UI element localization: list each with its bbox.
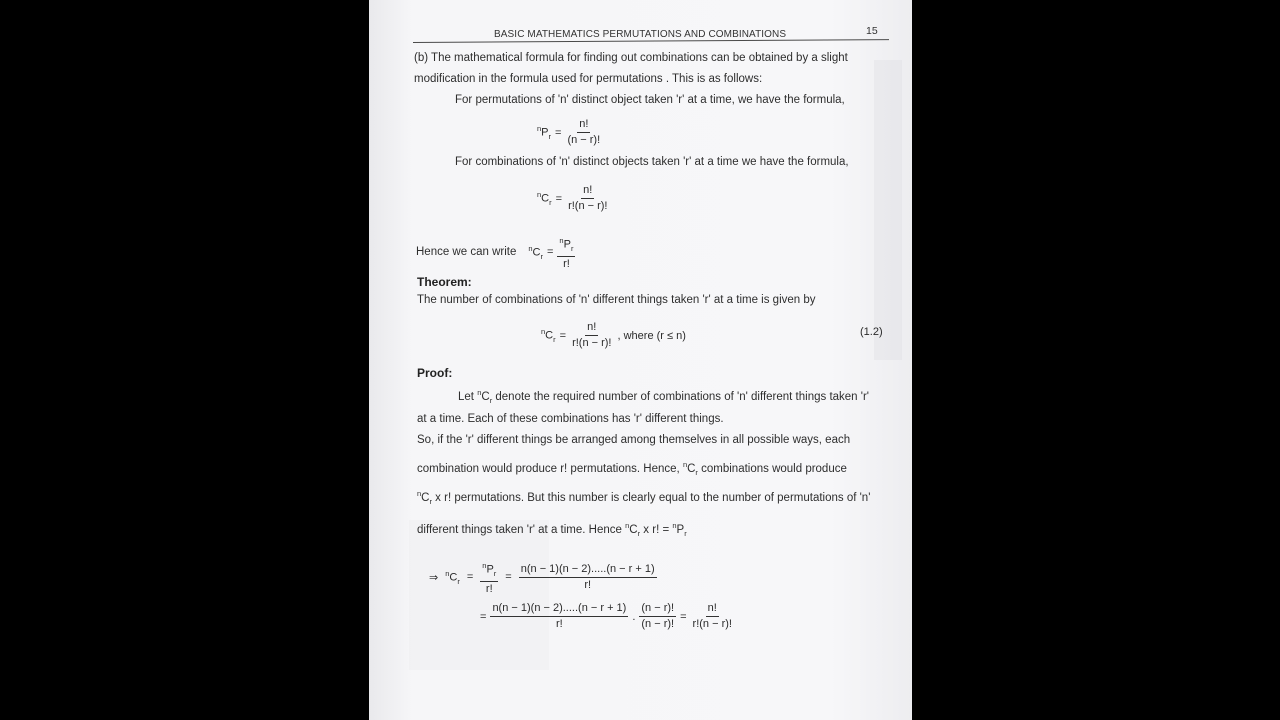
equals-sign: = [559, 329, 567, 342]
para-b-line1: (b) The mathematical formula for finding out combinations can be obtained by a slight [414, 52, 848, 64]
hence-write [416, 234, 575, 271]
derivation-frac-product2: $\frac{n(n - 1)(n - 2).....(n - r + 1)}{r!}$ [492, 602, 627, 630]
equals-sign: = [546, 246, 554, 259]
header-rule [413, 39, 889, 43]
proof-line1: Let $^nC_r$ denote the required number of combinations of 'n' different things taken 'r' [458, 388, 869, 406]
page-number: 15 [866, 25, 878, 37]
equals-sign: = [680, 610, 687, 623]
comb-formula-fraction: $\frac{n!}{r!(n - r)!}$ [568, 184, 608, 212]
perm-formula [537, 118, 602, 147]
proof-heading: Proof: [417, 366, 453, 380]
comb-intro: For combinations of 'n' distinct objects taken 'r' at a time we have the formula, [455, 156, 849, 168]
theorem-statement: The number of combinations of 'n' different things taken 'r' at a time is given by [417, 294, 816, 306]
perm-intro: For permutations of 'n' distinct object taken 'r' at a time, we have the formula, [455, 94, 845, 106]
running-header: BASIC MATHEMATICS PERMUTATIONS AND COMBINATIONS [494, 29, 787, 40]
derivation-frac-npr: $\frac{^nP_r}{r!}$ [482, 561, 497, 595]
comb-formula [537, 184, 609, 213]
para-b-line2: modification in the formula used for permutations . This is as follows: [414, 73, 763, 85]
perm-formula-lhs: $^nP_r$ [537, 124, 552, 141]
hence-write-label: Hence we can write [416, 246, 517, 259]
theorem-formula-lhs: $^nC_r$ [541, 327, 556, 344]
hence-write-lhs: $^nC_r$ [528, 244, 543, 261]
derivation-row2 [480, 602, 734, 631]
proof-line3: So, if the 'r' different things be arranged among themselves in all possible ways, each [417, 434, 851, 446]
theorem-heading: Theorem: [417, 275, 472, 289]
theorem-formula-fraction: $\frac{n!}{r!(n - r)!}$ [572, 321, 612, 349]
derivation-frac-cancel: $\frac{(n - r)!}{(n - r)!}$ [641, 602, 675, 630]
derivation-lhs: $^nC_r$ [445, 569, 460, 586]
multiply-dot: . [632, 610, 636, 623]
equals-sign: = [555, 192, 563, 205]
equals-sign: = [505, 571, 512, 584]
implies-arrow: ⇒ [429, 571, 439, 584]
theorem-condition: , where (r ≤ n) [617, 329, 686, 342]
equals-sign: = [555, 126, 562, 139]
proof-line2: at a time. Each of these combinations has 'r' different things. [417, 413, 724, 425]
theorem-formula [541, 321, 686, 350]
hence-write-fraction: $\frac{^nP_r}{r!}$ [559, 236, 574, 270]
show-through-right [874, 60, 902, 360]
derivation-frac-result: $\frac{n!}{r!(n - r)!}$ [692, 602, 732, 630]
proof-line5: $^nC_r$ x r! permutations. But this number is clearly equal to the number of permutations of 'n' [417, 489, 871, 507]
derivation-row1 [429, 559, 657, 596]
comb-formula-lhs: $^nC_r$ [537, 190, 552, 207]
equation-number: (1.2) [860, 326, 883, 338]
equals-sign: = [480, 610, 487, 623]
equals-sign: = [466, 571, 474, 584]
document-page [369, 0, 912, 720]
derivation-frac-product: $\frac{n(n - 1)(n - 2).....(n - r + 1)}{r!}$ [520, 562, 655, 591]
proof-line4: combination would produce r! permutations. Hence, $^nC_r$ combinations would produce [417, 460, 847, 478]
perm-formula-fraction: $\frac{n!}{(n - r)!}$ [567, 118, 601, 146]
proof-line6: different things taken 'r' at a time. Hence $^nC_r$ x r! = $^nP_r$ [417, 521, 687, 539]
